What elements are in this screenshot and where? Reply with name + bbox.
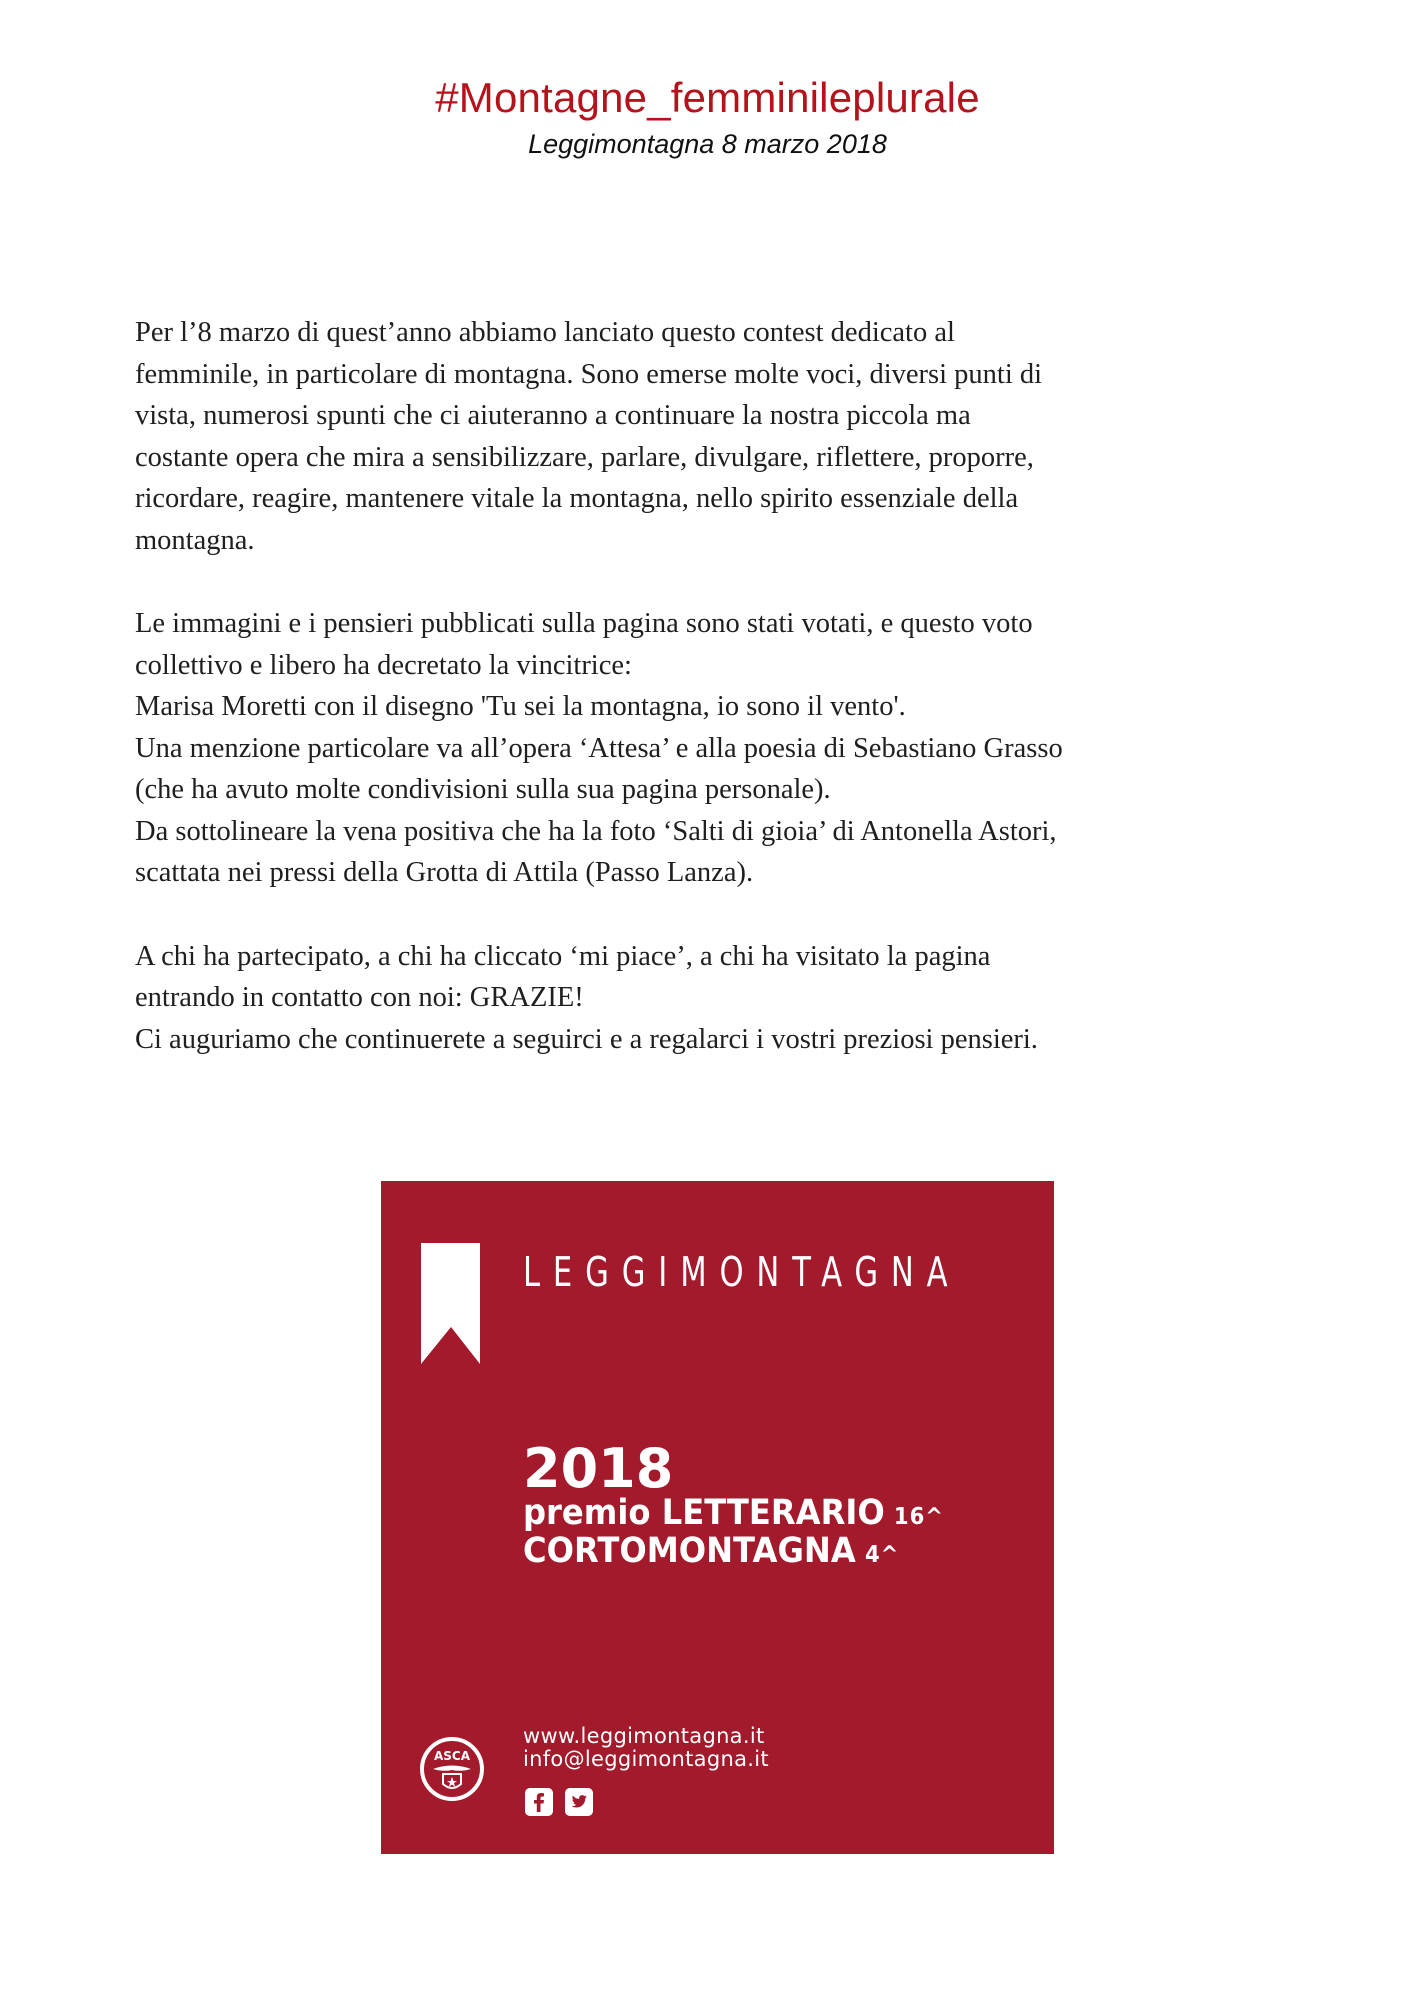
asca-logo-text: ASCA xyxy=(433,1749,471,1763)
text-line: ricordare, reagire, mantenere vitale la montagna, nello spirito essenziale della xyxy=(135,483,1019,514)
text-line: Le immagini e i pensieri pubblicati sulla pagina sono stati votati, e questo voto xyxy=(135,608,1033,639)
prize-cortomontagna-edition: 4^ xyxy=(864,1542,900,1568)
paragraph-results xyxy=(135,603,1295,894)
text-line: Una menzione particolare va all’opera ‘Attesa’ e alla poesia di Sebastiano Grasso xyxy=(135,732,1063,764)
prize-cortomontagna xyxy=(523,1531,899,1575)
leggimontagna-poster xyxy=(381,1181,1054,1854)
text-line: vista, numerosi spunti che ci aiuteranno a continuare la nostra piccola ma xyxy=(135,400,971,431)
text-line: Ci auguriamo che continuerete a seguirci e a regalarci i vostri preziosi pensieri. xyxy=(135,1023,1038,1055)
text-line: costante opera che mira a sensibilizzare, parlare, divulgare, riflettere, proporre, xyxy=(135,441,1034,473)
text-line: Marisa Moretti con il disegno 'Tu sei la montagna, io sono il vento'. xyxy=(135,691,906,722)
text-line: entrando in contatto con noi: GRAZIE! xyxy=(135,982,584,1013)
paragraph-intro xyxy=(135,312,1295,561)
prize-letterario-edition: 16^ xyxy=(893,1504,944,1530)
prize-letterario-label: premio LETTERARIO xyxy=(523,1493,885,1533)
bookmark-ribbon-icon xyxy=(421,1243,480,1364)
document-title: #Montagne_femminileplurale xyxy=(435,74,980,121)
text-line: A chi ha partecipato, a chi ha cliccato ‘mi piace’, a chi ha visitato la pagina xyxy=(135,940,991,972)
email-link[interactable]: info@leggimontagna.it xyxy=(523,1747,769,1771)
text-line: Da sottolineare la vena positiva che ha la foto ‘Salti di gioia’ di Antonella Astori, xyxy=(135,815,1057,847)
asca-logo-icon xyxy=(419,1736,485,1802)
text-line: (che ha avuto molte condivisioni sulla sua pagina personale). xyxy=(135,774,831,805)
prize-cortomontagna-label: CORTOMONTAGNA xyxy=(523,1531,856,1571)
body-text xyxy=(135,312,1295,1060)
document-subtitle: Leggimontagna 8 marzo 2018 xyxy=(528,129,887,159)
text-line: montagna. xyxy=(135,524,255,556)
text-line: scattata nei pressi della Grotta di Attila (Passo Lanza). xyxy=(135,857,754,888)
paragraph-thanks xyxy=(135,936,1295,1061)
social-links xyxy=(525,1788,593,1816)
twitter-icon[interactable] xyxy=(565,1788,593,1816)
brand-wordmark: LEGGIMONTAGNA xyxy=(523,1248,961,1296)
poster-year: 2018 xyxy=(523,1437,674,1500)
text-line: femminile, in particolare di montagna. Sono emerse molte voci, diversi punti di xyxy=(135,358,1043,390)
text-line: collettivo e libero ha decretato la vincitrice: xyxy=(135,649,632,681)
facebook-icon[interactable] xyxy=(525,1788,553,1816)
text-line: Per l’8 marzo di quest’anno abbiamo lanciato questo contest dedicato al xyxy=(135,317,955,348)
website-link[interactable]: www.leggimontagna.it xyxy=(523,1724,765,1748)
